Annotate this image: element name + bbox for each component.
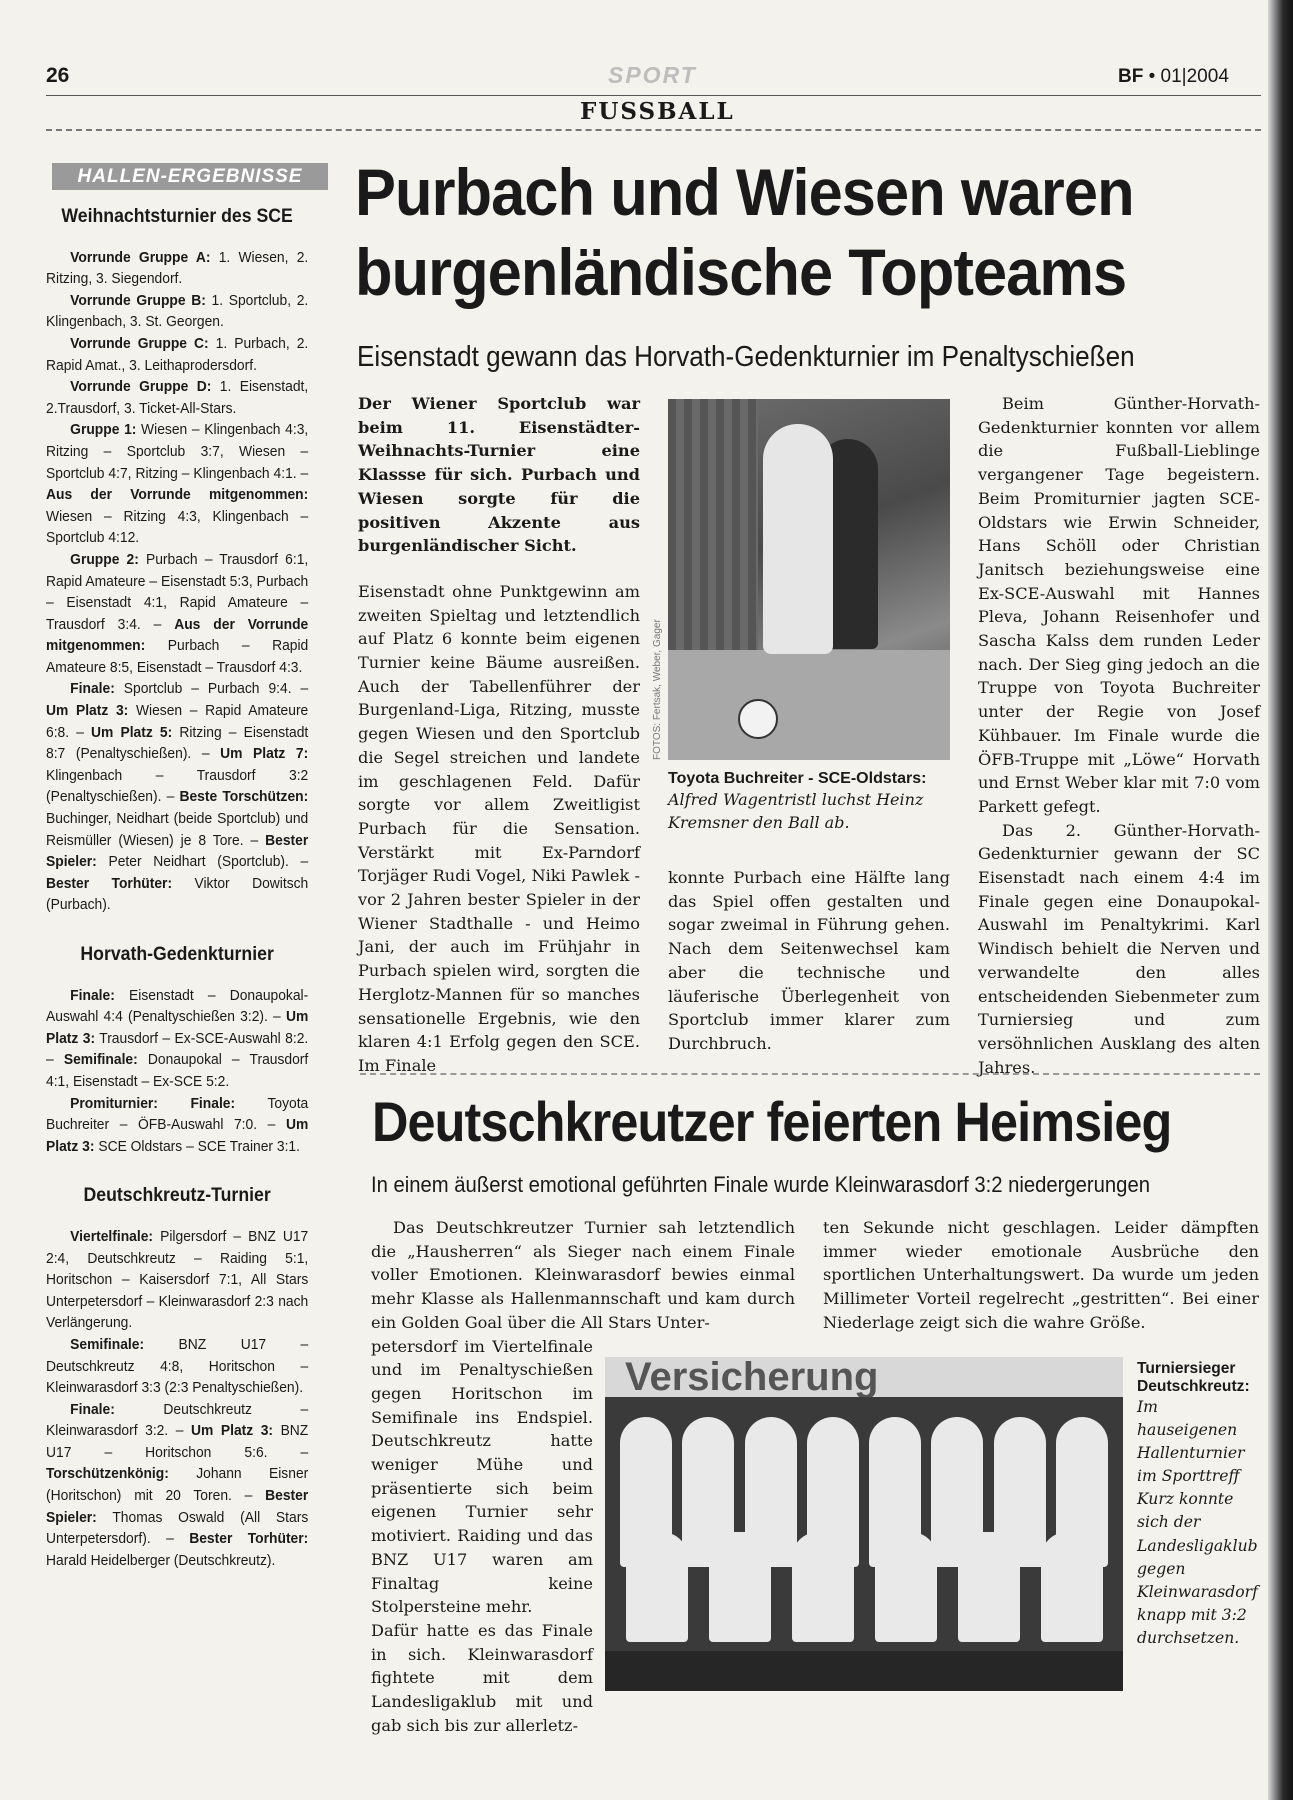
team-photo-caption [1137, 1360, 1261, 1650]
article1-body-p4: Das 2. Günther-Horvath-Gedenkturnier gewann der SC Eisenstadt nach einem 4:4 im Finale gegen eine Donaupokal-Auswahl im Penaltykrimi. Karl Windisch behielt die Nerven und verwandelte den alles entscheidenden Siebenmeter zum Turniersieg und zum versöhnlichen Ausklang des alten Jahres. [978, 820, 1260, 1077]
photo-credit: FOTOS: Fertsak, Weber, Gager [652, 619, 663, 760]
article1-headline [355, 152, 1192, 312]
separator-bullet: • [1148, 66, 1156, 87]
result-semifinale: Semifinale: BNZ U17 – Deutschkreutz 4:8, Horitschon – Kleinwarasdorf 3:3 (2:3 Penaltyschießen). [46, 1336, 309, 1397]
article2-body-p1: Das Deutschkreutzer Turnier sah letztendlich die „Hausherren“ als Sieger nach einem Finale voller Emotionen. Kleinwarasdorf bewies einmal mehr Klasse als Hallenmannschaft und kam durch ein Golden Goal über die All Stars Unter- [371, 1218, 795, 1332]
scan-page-edge [1268, 0, 1293, 1800]
match-photo [668, 399, 950, 760]
article1-headline-line1: Purbach und Wiesen waren [355, 155, 1134, 229]
publication-info [1118, 66, 1229, 88]
article2-subheadline: In einem äußerst emotional geführten Finale wurde Kleinwarasdorf 3:2 niedergerungen [371, 1172, 1150, 1197]
result-gruppe-1: Gruppe 1: Wiesen – Klingenbach 4:3, Ritzing – Sportclub 3:7, Wiesen – Sportclub 4:7, Ritzing – Klingenbach 4:1. – Aus der Vorrunde mitgenommen: Wiesen – Ritzing 4:3, Klingenbach – Sportclub 4:12. [46, 422, 309, 547]
article2-body-p1-wrap: petersdorf im Viertelfinale und im Penaltyschießen gegen Horitschon im Semifinale ins Endspiel. Deutschkreutz hatte weniger Mühe und präsentierte sich beim eigenen Turnier sehr motiviert. Raiding und das BNZ U17 waren am Finaltag keine Stolpersteine mehr. [371, 1336, 593, 1617]
article1-lead: Der Wiener Sportclub war beim 11. Eisenstädter-Weihnachts-Turnier eine Klassse für sich. Purbach und Wiesen sorgte für die positiven Akzente aus burgenländischer Sicht. [358, 394, 640, 556]
article1-headline-line2: burgenländische Topteams [355, 235, 1127, 309]
result-group-c: Vorrunde Gruppe C: 1. Purbach, 2. Rapid Amat., 3. Leithaprodersdorf. [46, 335, 309, 374]
issue-number: 01|2004 [1160, 66, 1229, 87]
article1-body-p1: Eisenstadt ohne Punktgewinn am zweiten Spieltag und letztendlich auf Platz 6 konnte beim eigenen Turnier keine Bäume ausreißen. Auch der Tabellenführer der Burgenland-Liga, Ritzing, musste gegen Wiesen und den Sportclub die Segel streichen und landete im geschlagenen Feld. Dafür sorgte vor allem Zweitligist Purbach für die Sensation. Verstärkt mit Ex-Parndorf Torjäger Rudi Vogel, Niki Pawlek - vor 2 Jahren bester Spieler in der Wiener Stadthalle - und Heimo Jani, der auch im Frühjahr in Purbach spielen wird, sorgten die Herglotz-Mannen für so manches sensationelle Ergebnis, wie den klaren 4:1 Erfolg gegen den SCE. Im Finale [358, 581, 640, 1075]
result-promiturnier: Promiturnier: Finale: Toyota Buchreiter – ÖFB-Auswahl 7:0. – Um Platz 3: SCE Oldstars – SCE Trainer 3:1. [46, 1095, 309, 1155]
caption1-title: Toyota Buchreiter - SCE-Oldstars: [668, 770, 927, 787]
result-viertelfinale: Viertelfinale: Pilgersdorf – BNZ U17 2:4, Deutschkreutz – Raiding 5:1, Horitschon – Kaisersdorf 7:1, All Stars Unterpetersdorf – Kleinwarasdorf 2:3 nach Verlängerung. [46, 1228, 309, 1332]
article1-column2 [668, 866, 950, 1056]
article2-body-p3: ten Sekunde nicht geschlagen. Leider dämpften immer wieder emotionale Ausbrüche den sportlichen Unterhaltungswert. Da wurde um jeden Millimeter Vorteil regelrecht „gestritten“. Bei einer Niederlage zeigt sich die wahre Größe. [823, 1218, 1259, 1332]
subsection-label: FUSSBALL [580, 98, 735, 125]
football-icon [738, 699, 778, 739]
article2-body-p2: Dafür hatte es das Finale in sich. Kleinwarasdorf fightete mit dem Landesligaklub mit und gab sich bis zur allerletz- [371, 1620, 593, 1735]
sidebar-banner: HALLEN-ERGEBNISSE [52, 163, 328, 190]
article2-column2 [823, 1216, 1259, 1335]
page-number: 26 [46, 64, 70, 87]
section-label: SPORT [608, 62, 697, 88]
result-group-b: Vorrunde Gruppe B: 1. Sportclub, 2. Klingenbach, 3. St. Georgen. [46, 292, 309, 331]
result-gruppe-2: Gruppe 2: Purbach – Trausdorf 6:1, Rapid Amateure – Eisenstadt 5:3, Purbach – Eisenstadt 4:1, Rapid Amateure – Trausdorf 3:4. – Aus der Vorrunde mitgenommen: Purbach – Rapid Amateure 8:5, Eisenstadt – Trausdorf 4:3. [46, 551, 309, 676]
result-deutschkreutz-finale: Finale: Deutschkreutz – Kleinwarasdorf 3:2. – Um Platz 3: BNZ U17 – Horitschon 5:6. – Torschützenkönig: Johann Eisner (Horitschon) mit 20 Toren. – Bester Spieler: Thomas Oswald (All Stars Unterpetersdorf). – Bester Torhüter: Harald Heidelberger (Deutschkreutz). [46, 1401, 309, 1569]
match-photo-caption [668, 770, 950, 834]
header-rule [46, 95, 1261, 96]
article1-subheadline: Eisenstadt gewann das Horvath-Gedenkturnier im Penaltyschießen [357, 341, 1135, 373]
result-horvath-finale: Finale: Eisenstadt – Donaupokal-Auswahl 4:4 (Penaltyschießen 3:2). – Um Platz 3: Trausdorf – Ex-SCE-Auswahl 8:2. – Semifinale: Donaupokal – Trausdorf 4:1, Eisenstadt – Ex-SCE 5:2. [46, 987, 309, 1090]
result-group-a: Vorrunde Gruppe A: 1. Wiesen, 2. Ritzing, 3. Siegendorf. [46, 249, 309, 288]
result-group-d: Vorrunde Gruppe D: 1. Eisenstadt, 2.Trausdorf, 3. Ticket-All-Stars. [46, 379, 309, 417]
article1-column3 [978, 392, 1260, 1079]
header-dashed-rule [46, 129, 1261, 131]
result-finals-sce: Finale: Sportclub – Purbach 9:4. – Um Platz 3: Wiesen – Rapid Amateure 6:8. – Um Platz 5: Ritzing – Eisenstadt 8:7 (Penaltyschießen). – Um Platz 7: Klingenbach – Trausdorf 3:2 (Penaltyschießen). – Beste Torschützen: Buchinger, Neidhart (beide Sportclub) und Reismüller (Wiesen) je 8 Tore. – Bester Spieler: Peter Neidhart (Sportclub). – Bester Torhüter: Viktor Dowitsch (Purbach). [46, 681, 309, 914]
caption2-body: Im hauseigenen Hallenturnier im Sporttreff Kurz konnte sich der Landesligaklub gegen Kleinwarasdorf knapp mit 3:2 durchsetzen. [1137, 1398, 1258, 1647]
article2-headline: Deutschkreutzer feierten Heimsieg [372, 1090, 1172, 1153]
publication-name: BF [1118, 66, 1144, 87]
results-sidebar [46, 200, 308, 1572]
sidebar-heading-sce: Weihnachtsturnier des SCE [61, 206, 293, 227]
sidebar-heading-deutschkreutz: Deutschkreutz-Turnier [83, 1185, 271, 1207]
article1-body-p2: konnte Purbach eine Hälfte lang das Spiel offen gestalten und sogar zweimal in Führung gehen. Nach dem Seitenwechsel kam aber die technische und läuferische Überlegenheit von Sportclub immer klarer zum Durchbruch. [668, 868, 950, 1053]
caption1-body: Alfred Wagentristl luchst Heinz Kremsner den Ball ab. [668, 790, 924, 832]
article2-dashed-rule [360, 1073, 1260, 1075]
caption2-title: Turniersieger Deutschkreutz: [1137, 1360, 1250, 1395]
article1-body-p3: Beim Günther-Horvath-Gedenkturnier konnten vor allem die Fußball-Lieblinge vergangener Tage begeistern. Beim Promiturnier jagten SCE-Oldstars wie Erwin Schneider, Hans Schöll oder Christian Janitsch beziehungsweise eine Ex-SCE-Auswahl mit Hannes Pleva, Johann Reisenhofer und Sascha Kalss dem runden Leder nach. Der Sieg ging jedoch an die Truppe von Toyota Buchreiter unter der Regie von Josef Kühbauer. Im Finale wurde die ÖFB-Truppe mit „Löwe“ Horvath und Ernst Weber klar mit 7:0 vom Parkett gefegt. [978, 394, 1260, 816]
article1-column1 [358, 392, 640, 1078]
team-photo-banner: Versicherung [605, 1357, 1123, 1397]
team-photo [605, 1357, 1123, 1691]
sidebar-heading-horvath: Horvath-Gedenkturnier [80, 944, 274, 965]
